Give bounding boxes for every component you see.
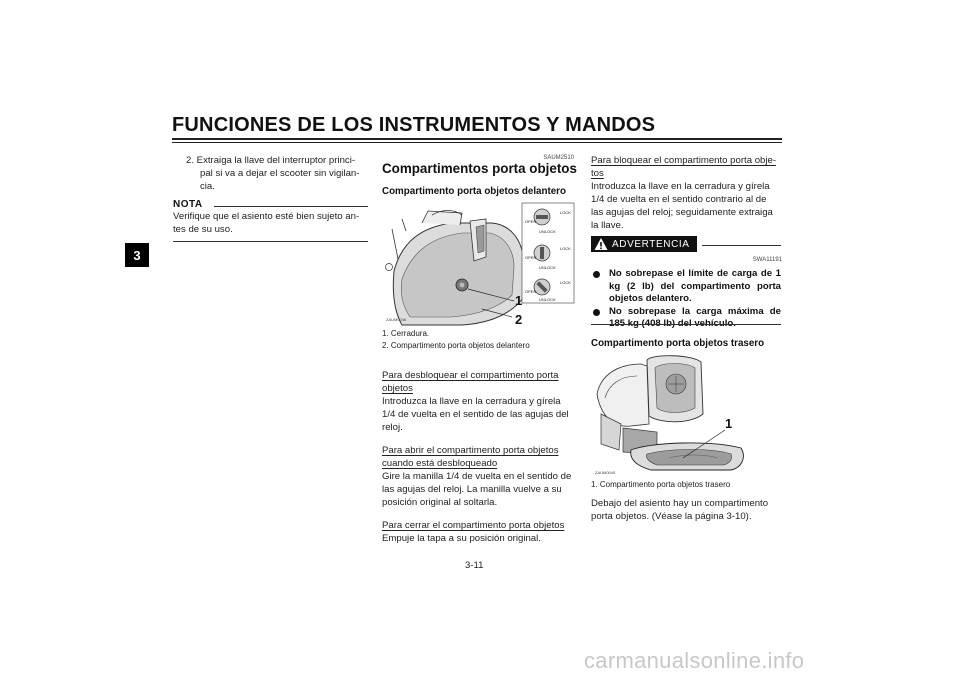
- nota-text: [173, 210, 369, 236]
- step-2-line-3: cia.: [200, 181, 215, 192]
- lock-unlock-label-1: UNLOCK: [539, 229, 556, 234]
- step-2-line-2: pal si va a dejar el scooter sin vigilan-: [200, 168, 360, 179]
- close-heading: Para cerrar el compartimento porta objetos: [382, 520, 565, 531]
- warning-item: [591, 268, 781, 306]
- close-section: [382, 519, 575, 545]
- lock-text-line-2: 1/4 de vuelta en el sentido contrario al de: [591, 194, 767, 205]
- caption-2: 2. Compartimento porta objetos delantero: [382, 341, 530, 350]
- nota-line-1: Verifique que el asiento esté bien sujeto an-: [173, 211, 360, 222]
- unlock-section: [382, 369, 575, 434]
- open-heading-line-1: Para abrir el compartimento porta objetos: [382, 445, 559, 456]
- warning-icon: [594, 237, 608, 251]
- front-compartment-subtitle: Compartimento porta objetos delantero: [382, 186, 566, 197]
- lock-heading-line-2: tos: [591, 168, 604, 179]
- warning-item-text: No sobrepase el límite de carga de 1 kg (2 lb) del compartimento porta objetos delantero.: [609, 268, 781, 304]
- lock-lock-label-2: LOCK: [560, 246, 571, 251]
- nota-label: NOTA: [173, 199, 203, 210]
- open-text-line-2: las agujas del reloj. La manilla vuelve a su: [382, 484, 562, 495]
- front-figure-captions: [382, 328, 576, 352]
- warning-badge: [591, 236, 697, 252]
- nota-line-2: tes de su uso.: [173, 224, 233, 235]
- unlock-heading-line-1: Para desbloquear el compartimento porta: [382, 370, 559, 381]
- close-text: Empuje la tapa a su posición original.: [382, 533, 541, 544]
- callout-2: 2: [515, 312, 523, 327]
- unlock-heading-line-2: objetos: [382, 383, 413, 394]
- nota-rule: [214, 206, 368, 207]
- lock-lock-label-3: LOCK: [560, 280, 571, 285]
- header-rule-thin: [172, 142, 782, 143]
- rear-callout-1: 1: [725, 416, 733, 431]
- lock-unlock-label-2: UNLOCK: [539, 265, 556, 270]
- lock-lock-label-1: LOCK: [560, 210, 571, 215]
- lock-text-line-3: las agujas del reloj; seguidamente extraiga: [591, 207, 773, 218]
- bullet-icon: [593, 271, 600, 278]
- open-section: [382, 444, 575, 509]
- step-2-line-1: 2. Extraiga la llave del interruptor princi-: [186, 155, 356, 166]
- lock-text-line-1: Introduzca la llave en la cerradura y gírela: [591, 181, 770, 192]
- warning-end-rule: [591, 324, 781, 325]
- front-compartment-figure: [382, 201, 576, 327]
- warning-label: ADVERTENCIA: [612, 238, 690, 250]
- open-text-line-1: Gire la manilla 1/4 de vuelta en el sentido de: [382, 471, 572, 482]
- lock-unlock-label-3: UNLOCK: [539, 297, 556, 302]
- lock-open-label-1: OPEN: [525, 219, 537, 224]
- page-number: 3-11: [465, 560, 484, 571]
- rear-compartment-figure: [591, 354, 755, 478]
- chapter-tab-label: 3: [133, 247, 141, 263]
- lock-open-label-2: OPEN: [525, 255, 537, 260]
- figure-code: ZAUM0046: [386, 317, 407, 322]
- lock-text-line-4: la llave.: [591, 220, 624, 231]
- bullet-icon: [593, 309, 600, 316]
- chapter-tab: [125, 243, 149, 267]
- open-heading-line-2: cuando está desbloqueado: [382, 458, 498, 469]
- page-title: FUNCIONES DE LOS INSTRUMENTOS Y MANDOS: [172, 114, 656, 136]
- rear-text: [591, 497, 781, 523]
- nota-end-rule: [173, 241, 368, 242]
- warning-item: [591, 306, 781, 331]
- rear-figure-code: ZAUM0040: [595, 470, 616, 475]
- open-text-line-3: posición original al soltarla.: [382, 497, 498, 508]
- unlock-text-line-3: reloj.: [382, 422, 403, 433]
- warning-rule: [702, 245, 781, 246]
- section-title: Compartimentos porta objetos: [382, 161, 577, 176]
- section-code: SAUM2510: [543, 155, 574, 161]
- warning-code: SWA11191: [752, 257, 782, 263]
- unlock-text-line-2: 1/4 de vuelta en el sentido de las agujas del: [382, 409, 569, 420]
- rear-text-line-2: porta objetos. (Véase la página 3-10).: [591, 511, 752, 522]
- watermark: carmanualsonline.info: [584, 648, 805, 673]
- step-2-text: [186, 154, 368, 193]
- rear-figure-caption: 1. Compartimento porta objetos trasero: [591, 480, 731, 489]
- warning-item-text: No sobrepase la carga máxima de: [609, 305, 781, 317]
- lock-heading-line-1: Para bloquear el compartimento porta obje-: [591, 155, 777, 166]
- warning-list: [591, 268, 781, 331]
- rear-text-line-1: Debajo del asiento hay un compartimento: [591, 498, 769, 509]
- lock-section: [591, 154, 781, 232]
- caption-1: 1. Cerradura.: [382, 329, 430, 338]
- rear-compartment-subtitle: Compartimento porta objetos trasero: [591, 338, 765, 349]
- callout-1: 1: [515, 293, 523, 308]
- lock-open-label-3: OPEN: [525, 289, 537, 294]
- header-rule: [172, 138, 782, 140]
- unlock-text-line-1: Introduzca la llave en la cerradura y gírela: [382, 396, 561, 407]
